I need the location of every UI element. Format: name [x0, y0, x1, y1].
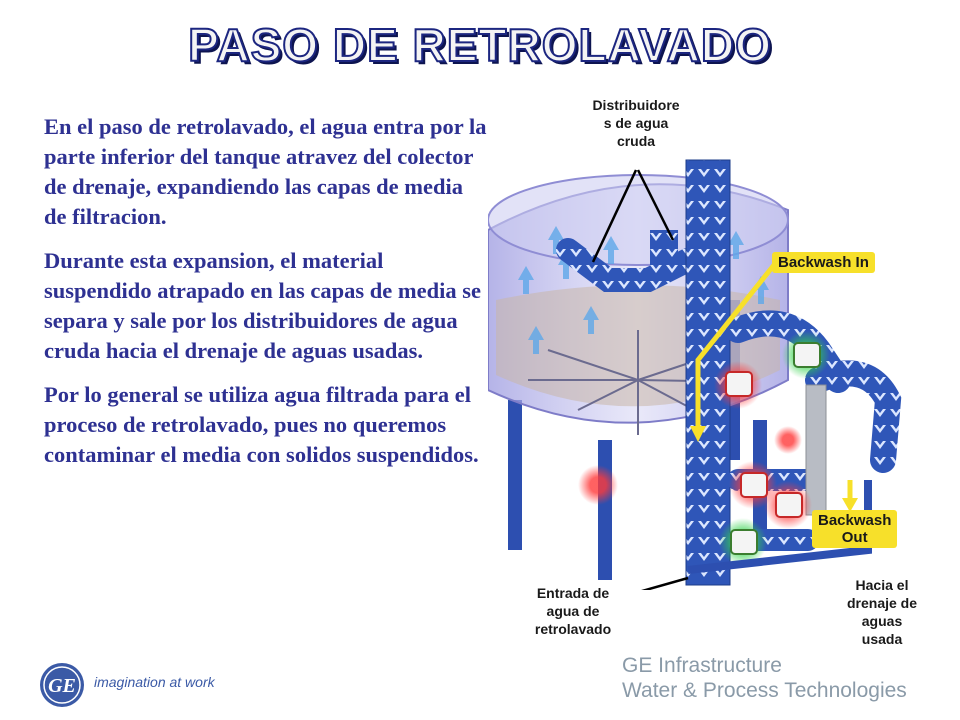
label-line: usada — [861, 631, 903, 647]
tag-line: Out — [841, 529, 868, 546]
label-entrada — [508, 584, 638, 638]
paragraph-1: En el paso de retrolavado, el agua entra por la parte inferior del tanque atravez del colector de drenaje, expandiendo las capas de media de filtracion. — [44, 114, 487, 229]
label-line: Entrada de — [536, 585, 610, 601]
paragraph-3: Por lo general se utiliza agua filtrada para el proceso de retrolavado, pues no queremos contaminar el media con solidos suspendidos. — [44, 382, 479, 467]
label-line: drenaje de — [846, 595, 918, 611]
label-line: Distribuidore — [592, 97, 680, 113]
company-line-1: GE Infrastructure — [622, 654, 782, 677]
slide-title: PASO DE RETROLAVADO — [188, 19, 772, 71]
label-line: retrolavado — [534, 621, 612, 637]
label-line: s de agua — [603, 115, 669, 131]
body-text — [44, 112, 489, 484]
ge-logo-icon — [38, 661, 86, 709]
company-name — [622, 653, 907, 703]
label-distribuidores — [566, 96, 706, 150]
tag-line: Backwash — [818, 512, 892, 529]
paragraph-2: Durante esta expansion, el material suspendido atrapado en las capas de media se separa y sale por los distribuidores de agua cruda hacia el drenaje de aguas usadas. — [44, 248, 481, 363]
label-line: aguas — [861, 613, 903, 629]
company-line-2: Water & Process Technologies — [622, 679, 907, 702]
tagline: imagination at work — [94, 674, 215, 690]
label-line: agua de — [546, 603, 600, 619]
backwash-out-tag — [812, 510, 897, 548]
logo-text: GE — [48, 675, 76, 697]
backwash-in-tag: Backwash In — [772, 252, 875, 273]
label-line: cruda — [616, 133, 656, 149]
label-line: Hacia el — [855, 577, 909, 593]
